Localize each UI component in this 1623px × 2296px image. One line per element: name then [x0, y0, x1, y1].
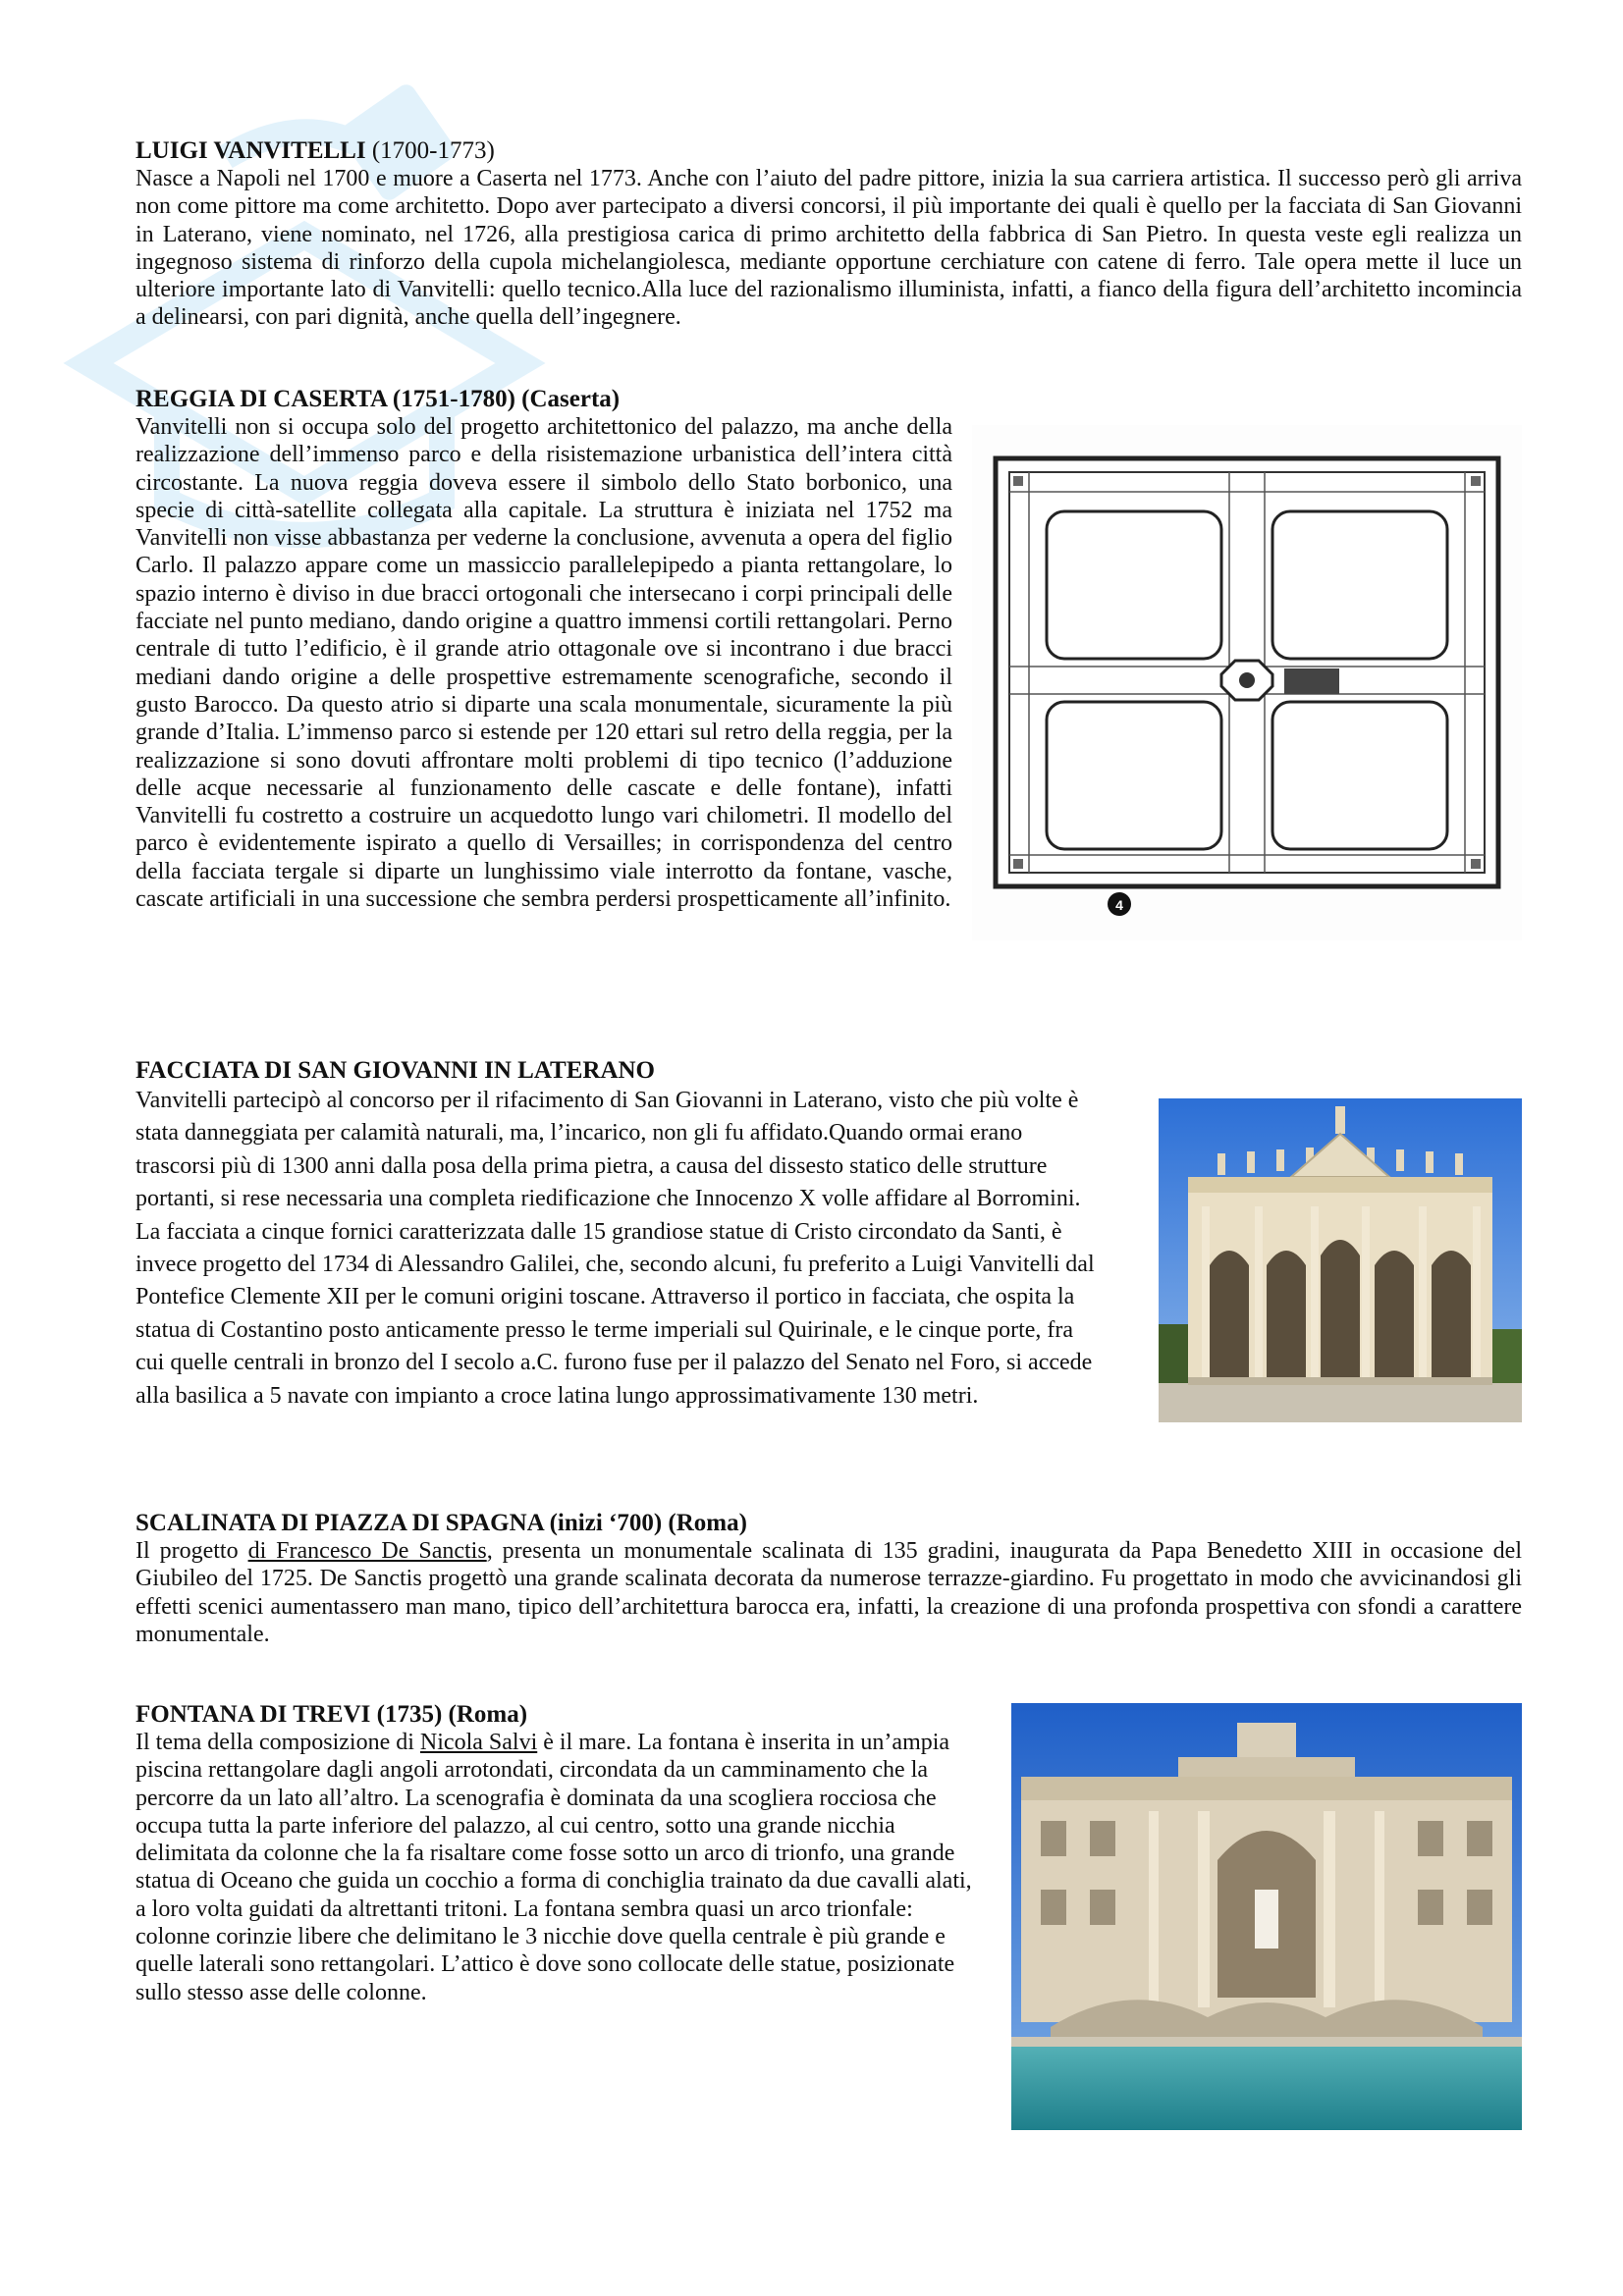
section-laterano: [135, 1057, 1522, 1428]
section-title: FONTANA DI TREVI (1735) (Roma): [135, 1701, 528, 1728]
paragraph: Nasce a Napoli nel 1700 e muore a Caserta nel 1773. Anche con l’aiuto del padre pittore, inizia la sua carriera artistica. Il successo però gli arriva non come pittore ma come architetto. Dopo aver partecipato a diversi concorsi, il più importante dei quali è quello per la facciata di San Giovanni in Laterano, viene nominato, nel 1726, alla prestigiosa carica di primo architetto della fabbrica di San Pietro. In questa veste egli realizza un ingegnoso sistema di rinforzo della cupola michelangiolesca, mediante opportune cerchiature con catene di ferro. Tale opera mette il luce un ulteriore importante lato di Vanvitelli: quello tecnico.Alla luce del razionalismo illuminista, infatti, a fianco della figura dell’architetto incomincia a delinearsi, con pari dignità, anche quella dell’ingegnere.: [135, 166, 1522, 331]
trevi-fountain-photo: [1011, 1703, 1522, 2130]
section-spagna: [135, 1510, 1522, 1648]
text-span: Il progetto: [135, 1538, 248, 1564]
section-title: [135, 137, 1522, 165]
paragraph: Vanvitelli non si occupa solo del progetto architettonico del palazzo, ma anche della realizzazione dell’immenso parco e della risistemazione urbanistica dell’intera città circostante. La nuova reggia doveva essere il simbolo dello Stato borbonico, una specie di città-satellite collegata alla capitale. La struttura è iniziata nel 1752 ma Vanvitelli non visse abbastanza per vederne la conclusione, avvenuta a opera del figlio Carlo. Il palazzo appare come un massiccio parallelepipedo a pianta rettangolare, lo spazio interno è diviso in due bracci ortogonali che intersecano i corpi principali delle facciate nel punto mediano, dando origine a quattro immensi cortili rettangolari. Perno centrale di tutto l’edificio, è il grande atrio ottagonale ove si incontrano i due bracci mediani dando origine a delle prospettive estremamente scenografiche, secondo il gusto Barocco. Da questo atrio si diparte una scala monumentale, sicuramente la più grande d’Italia. L’immenso parco si estende per 120 ettari sul retro della reggia, per la realizzazione si sono dovuti affrontare molti problemi di tipo tecnico (l’adduzione delle acque necessarie al funzionamento delle cascate e delle fontane), infatti Vanvitelli fu costretto a costruire un acquedotto lungo vari chilometri. Il modello del parco è evidentemente ispirato a quello di Versailles; in corrispondenza del centro della facciata tergale si diparte un lunghissimo viale interrotto da fontane, vasche, cascate artificiali in una successione che sembra perdersi prospetticamente all’infinito.: [135, 414, 952, 913]
dates-text: (1700-1773): [371, 137, 495, 164]
text-span: , presenta un monumentale scalinata di 135 gradini, inaugurata da Papa Benedetto XIII in occasione del Giubileo del 1725. De Sanctis progettò una grande scalinata decorata da numerose terrazze-giardino. Fu progettato in modo che avvicinandosi gli effetti scenici aumentassero man mano, tipico dell’architettura barocca era, infatti, la creazione di una profonda prospettiva con sfondi a carattere monumentale.: [135, 1538, 1523, 1647]
paragraph: [135, 1537, 1522, 1648]
section-title: REGGIA DI CASERTA (1751-1780) (Caserta): [135, 386, 621, 412]
de-sanctis-link[interactable]: di Francesco De Sanctis: [247, 1538, 487, 1564]
section-caserta: [135, 386, 1522, 946]
nicola-salvi-link[interactable]: Nicola Salvi: [419, 1730, 538, 1755]
reggia-floor-plan: [972, 425, 1522, 940]
paragraph: Vanvitelli partecipò al concorso per il rifacimento di San Giovanni in Laterano, visto che più volte è stata danneggiata per calamità naturali, ma, l’incarico, non gli fu affidato.Quando ormai erano trascorsi più di 1300 anni dalla posa della prima pietra, a causa del dissesto statico delle strutture portanti, si rese necessaria una completa riedificazione che Innocenzo X volle affidare al Borromini. La facciata a cinque fornici caratterizzata dalle 15 grandiose statue di Cristo circondato da Santi, è invece progetto del 1734 di Alessandro Galilei, che, secondo alcuni, fu preferito a Luigi Vanvitelli dal Pontefice Clemente XII per le comuni origini toscane. Attraverso il portico in facciata, che ospita la statua di Costantino posto anticamente presso le terme imperiali sul Quirinale, e le cinque porte, fra cui quelle centrali in bronzo del I secolo a.C. furono fuse per il palazzo del Senato nel Foro, si accede alla basilica a 5 navate con impianto a croce latina lungo approssimativamente 130 metri.: [135, 1088, 1095, 1409]
text-span: Il tema della composizione di: [135, 1730, 420, 1755]
title-text: LUIGI VANVITELLI: [135, 137, 366, 164]
laterano-facade-photo: [1159, 1098, 1522, 1422]
section-title: FACCIATA DI SAN GIOVANNI IN LATERANO: [135, 1057, 656, 1084]
section-trevi: [135, 1701, 1522, 2136]
text-span: è il mare. La fontana è inserita in un’ampia piscina rettangolare dagli angoli arrotondati, circondata da un camminamento che la percorre da un lato all’altro. La scenografia è dominata da una scogliera rocciosa che occupa tutta la parte inferiore del palazzo, al cui centro, sotto una grande nicchia delimitata da colonne che la fa risaltare come fosse sotto un arco di trionfo, una grande statua di Oceano che guida un cocchio a forma di conchiglia trainato da due cavalli alati, a loro volta guidati da altrettanti tritoni. La fontana sembra quasi un arco trionfale: colonne corinzie libere che delimitano le 3 nicchie dove quella centrale è più grande e quelle laterali sono rettangolari. L’attico è dove sono collocate delle statue, posizionate sullo stesso asse delle colonne.: [135, 1730, 972, 2005]
plan-label: 4: [1115, 897, 1123, 913]
section-vanvitelli: [135, 137, 1522, 332]
section-title: SCALINATA DI PIAZZA DI SPAGNA (inizi ‘700) (Roma): [135, 1510, 747, 1536]
